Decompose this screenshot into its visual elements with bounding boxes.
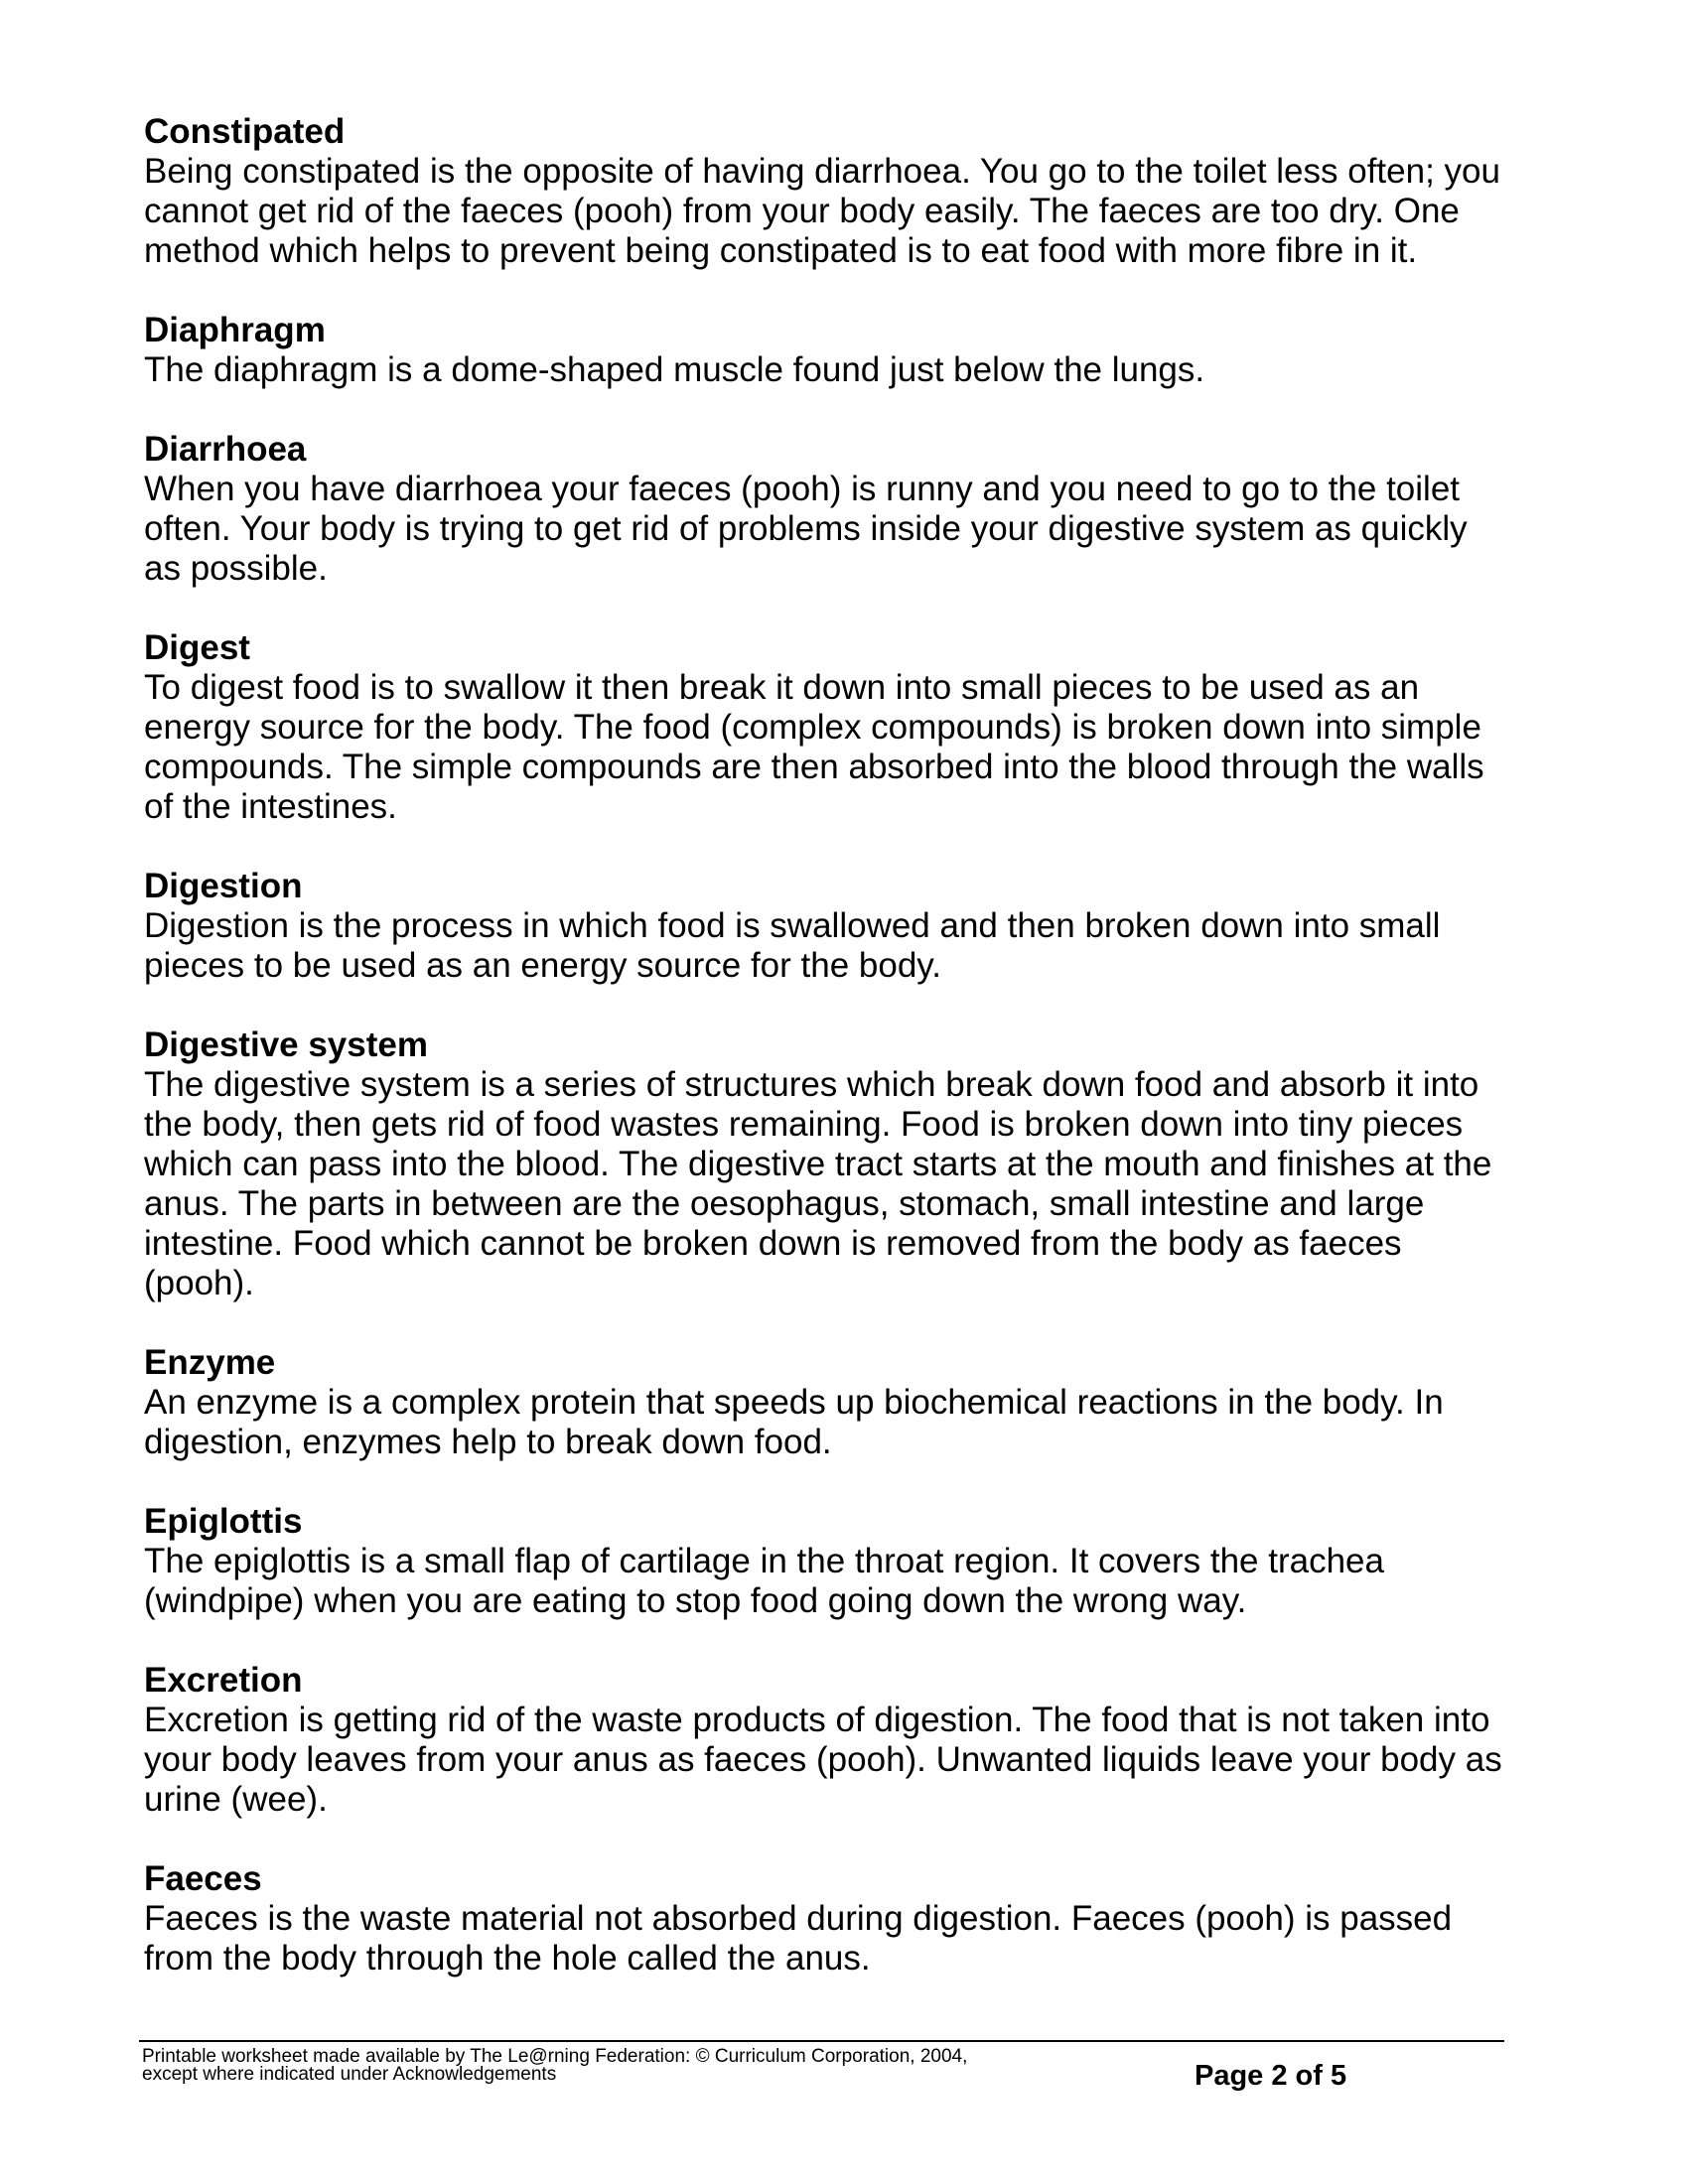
glossary-entry-constipated	[144, 112, 1504, 271]
glossary-entry-digestion	[144, 867, 1504, 986]
term-heading: Diarrhoea	[144, 430, 307, 469]
term-definition: The diaphragm is a dome-shaped muscle found just below the lungs.	[144, 350, 1205, 389]
footer-copyright-note	[142, 2048, 1135, 2084]
footer-divider	[139, 2040, 1504, 2042]
glossary-entry-excretion	[144, 1661, 1504, 1820]
term-definition: To digest food is to swallow it then break it down into small pieces to be used as an energy source for the body. The food (complex compounds) is broken down into simple compounds. The simple compounds are then absorbed into the blood through the walls of the intestines.	[144, 668, 1484, 826]
term-heading: Digestive system	[144, 1025, 428, 1064]
glossary-entry-digestive-system	[144, 1025, 1504, 1303]
term-definition: When you have diarrhoea your faeces (pooh) is runny and you need to go to the toilet often. Your body is trying to get rid of problems inside your digestive system as quickly as possible.	[144, 470, 1468, 588]
glossary-entry-diarrhoea	[144, 430, 1504, 589]
glossary-entry-enzyme	[144, 1343, 1504, 1462]
footer-note-line-1: Printable worksheet made available by The Le@rning Federation: © Curriculum Corporation, 2004,	[142, 2046, 968, 2067]
term-definition: Faeces is the waste material not absorbed during digestion. Faeces (pooh) is passed from the body through the hole called the anus.	[144, 1899, 1453, 1978]
glossary-entry-epiglottis	[144, 1502, 1504, 1621]
term-heading: Excretion	[144, 1661, 303, 1700]
term-definition: Being constipated is the opposite of having diarrhoea. You go to the toilet less often; you cannot get rid of the faeces (pooh) from your body easily. The faeces are too dry. One method which helps to prevent being constipated is to eat food with more fibre in it.	[144, 152, 1500, 270]
term-definition: The digestive system is a series of structures which break down food and absorb it into the body, then gets rid of food wastes remaining. Food is broken down into tiny pieces which can pass into the blood. The digestive tract starts at the mouth and finishes at the anus. The parts in between are the oesophagus, stomach, small intestine and large intestine. Food which cannot be broken down is removed from the body as faeces (pooh).	[144, 1065, 1492, 1302]
term-heading: Faeces	[144, 1859, 262, 1898]
term-heading: Constipated	[144, 112, 346, 151]
glossary-entry-diaphragm	[144, 311, 1504, 390]
term-definition: Digestion is the process in which food is swallowed and then broken down into small pieces to be used as an energy source for the body.	[144, 906, 1441, 985]
term-heading: Digest	[144, 628, 250, 667]
page-number: Page 2 of 5	[1195, 2060, 1347, 2092]
term-definition: An enzyme is a complex protein that speeds up biochemical reactions in the body. In digestion, enzymes help to break down food.	[144, 1383, 1444, 1461]
term-definition: The epiglottis is a small flap of cartilage in the throat region. It covers the trachea (windpipe) when you are eating to stop food going down the wrong way.	[144, 1542, 1384, 1620]
glossary-entry-faeces	[144, 1859, 1504, 1979]
glossary-entry-digest	[144, 628, 1504, 827]
term-heading: Diaphragm	[144, 311, 326, 349]
glossary-list	[144, 112, 1504, 2018]
term-heading: Epiglottis	[144, 1502, 303, 1541]
term-heading: Digestion	[144, 867, 303, 905]
term-heading: Enzyme	[144, 1343, 276, 1382]
footer-note-line-2: except where indicated under Acknowledgements	[142, 2064, 557, 2085]
term-definition: Excretion is getting rid of the waste products of digestion. The food that is not taken into your body leaves from your anus as faeces (pooh). Unwanted liquids leave your body as urine (wee).	[144, 1701, 1502, 1819]
